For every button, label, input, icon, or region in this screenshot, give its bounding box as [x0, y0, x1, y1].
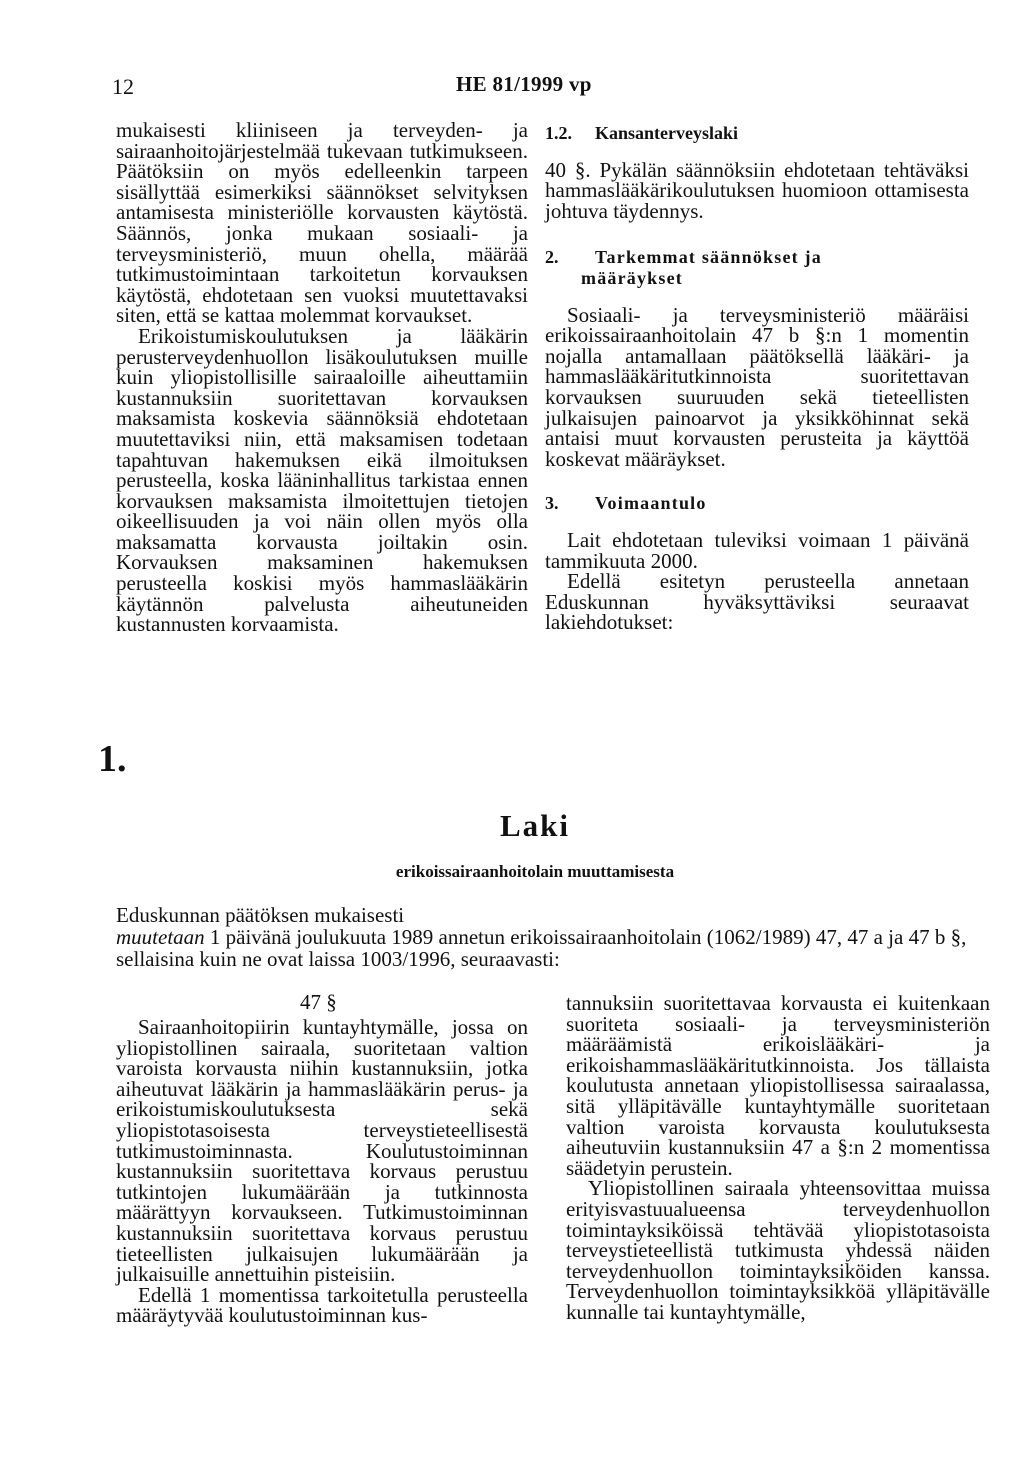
left-column	[116, 120, 528, 635]
intro-text: 1 päivänä joulukuuta 1989 annetun erikoissairaanhoitolain (1062/1989) 47, 47 a ja 47 b §, sellaisina kuin ne ovat laissa 1003/1996, seuraavasti:	[116, 925, 967, 971]
law-number: 1.	[98, 738, 127, 780]
section-number: 3.	[545, 493, 559, 514]
section-title: Voimaantulo	[595, 493, 707, 514]
law-paragraph: Edellä 1 momentissa tarkoitetulla perusteella määräytyvää koulutustoiminnan kus-	[116, 1282, 528, 1328]
section-title: Kansanterveyslaki	[595, 123, 739, 143]
right-column	[545, 123, 969, 633]
law-paragraph: Sairaanhoitopiirin kuntayhtymälle, jossa on yliopistollinen sairaala, suoritetaan valtion varoista korvausta niihin kustannuksiin, jotka aiheutuvat lääkärin ja hammaslääkärin perus- ja erikoistumiskoulutuksesta sekä yliopistotasoisesta terveystieteellisestä tutkimustoiminnasta. Koulutustoiminnan kustannuksiin suoritettava korvaus perustuu tutkintojen lukumäärään ja tutkinnosta määrättyyn korvaukseen. Tutkimustoiminnan kustannuksiin suoritettava korvaus perustuu tieteellisten julkaisujen lukumäärään ja julkaisuille annettuihin pisteisiin.	[116, 1015, 528, 1287]
law-title: Laki	[499, 808, 571, 843]
law-right-column	[566, 993, 990, 1323]
section-text: Edellä esitetyn perusteella annetaan Eduskunnan hyväksyttäviksi seuraavat lakiehdotukset:	[545, 569, 969, 635]
law-subtitle: erikoissairaanhoitolain muuttamisesta	[395, 862, 675, 881]
section-heading-1-2	[545, 123, 969, 144]
section-number: 2.	[545, 247, 559, 268]
section-label: 47 §	[300, 990, 337, 1014]
law-introduction	[116, 904, 974, 970]
left-paragraph-2: Erikoistumiskoulutuksen ja lääkärin perusterveydenhuollon lisäkoulutuksen muille kuin yliopistollisille sairaaloille aiheuttamiin kustannuksiin suoritettavan korvauksen maksamista koskevia säännöksiä ehdotetaan muutettaviksi niin, että maksamisen todetaan tapahtuvan hakemuksen eikä ilmoituksen perusteella, koska lääninhallitus tarkistaa ennen korvauksen maksamista ilmoitettujen tietojen oikeellisuuden ja voi näin ollen myös olla maksamatta korvausta joiltakin osin. Korvauksen maksaminen hakemuksen perusteella koskisi myös hammaslääkärin käytännön palvelusta aiheutuneiden kustannusten korvaamista.	[116, 323, 528, 637]
law-left-column	[116, 1017, 528, 1326]
law-paragraph: Yliopistollinen sairaala yhteensovittaa muissa erityisvastuualueensa terveydenhuollon toimintayksiköissä tehtävää yliopistotasoista terveystieteellistä tutkimusta yhdessä näiden terveydenhuollon toimintayksiköiden kanssa. Terveydenhuollon toimintayksikköä ylläpitävälle kunnalle tai kuntayhtymälle,	[566, 1176, 990, 1324]
left-paragraph-1: mukaisesti kliiniseen ja terveyden- ja sairaanhoitojärjestelmää tukevaan tutkimukseen. Päätöksiin on myös edelleenkin tarpeen sisällyttää esimerkiksi säännökset selvityksen antamisesta ministeriölle korvausten käytöstä. Säännös, jonka mukaan sosiaali- ja terveysministeriö, muun ohella, määrää tutkimustoimintaan tarkoitetun korvauksen käytöstä, ehdotetaan sen vuoksi muutettavaksi siten, että se kattaa molemmat korvaukset.	[116, 118, 528, 328]
section-heading-3	[545, 493, 969, 514]
intro-line: Eduskunnan päätöksen mukaisesti	[116, 903, 405, 927]
section-title: Tarkemmat säännökset ja	[595, 247, 822, 268]
section-title-continued	[545, 268, 969, 289]
section-text: 40 §. Pykälän säännöksiin ehdotetaan tehtäväksi hammaslääkärikoulutuksen huomioon ottamisesta johtuva täydennys.	[545, 157, 969, 223]
section-text: Lait ehdotetaan tuleviksi voimaan 1 päivänä tammikuuta 2000.	[545, 527, 969, 573]
intro-keyword: muutetaan	[116, 925, 205, 949]
section-heading-2	[545, 247, 969, 268]
page-number: 12	[112, 74, 134, 99]
section-number: 1.2.	[545, 123, 572, 143]
document-id: HE 81/1999 vp	[456, 72, 592, 96]
law-paragraph: tannuksiin suoritettavaa korvausta ei kuitenkaan suoriteta sosiaali- ja terveysministeriön määräämistä erikoislääkäri- ja erikoishammaslääkäritutkinnoista. Jos tällaista koulutusta annetaan yliopistollisessa sairaalassa, sitä ylläpitävälle kuntayhtymälle suoritetaan valtion varoista korvausta koulutuksesta aiheutuviin kustannuksiin 47 a §:n 2 momentissa säädetyin perustein.	[566, 991, 990, 1180]
section-text: Sosiaali- ja terveysministeriö määräisi erikoissairaanhoitolain 47 b §:n 1 momentin nojalla antamallaan päätöksellä lääkäri- ja hammaslääkäritutkinnoista suoritettavan korvauksen suuruuden sekä tieteellisten julkaisujen painoarvot ja yksikköhinnat sekä antaisi muut korvausten perusteita ja käyttöä koskevat määräykset.	[545, 302, 969, 471]
intro-amendment	[116, 926, 974, 970]
section-title: määräykset	[581, 267, 683, 288]
